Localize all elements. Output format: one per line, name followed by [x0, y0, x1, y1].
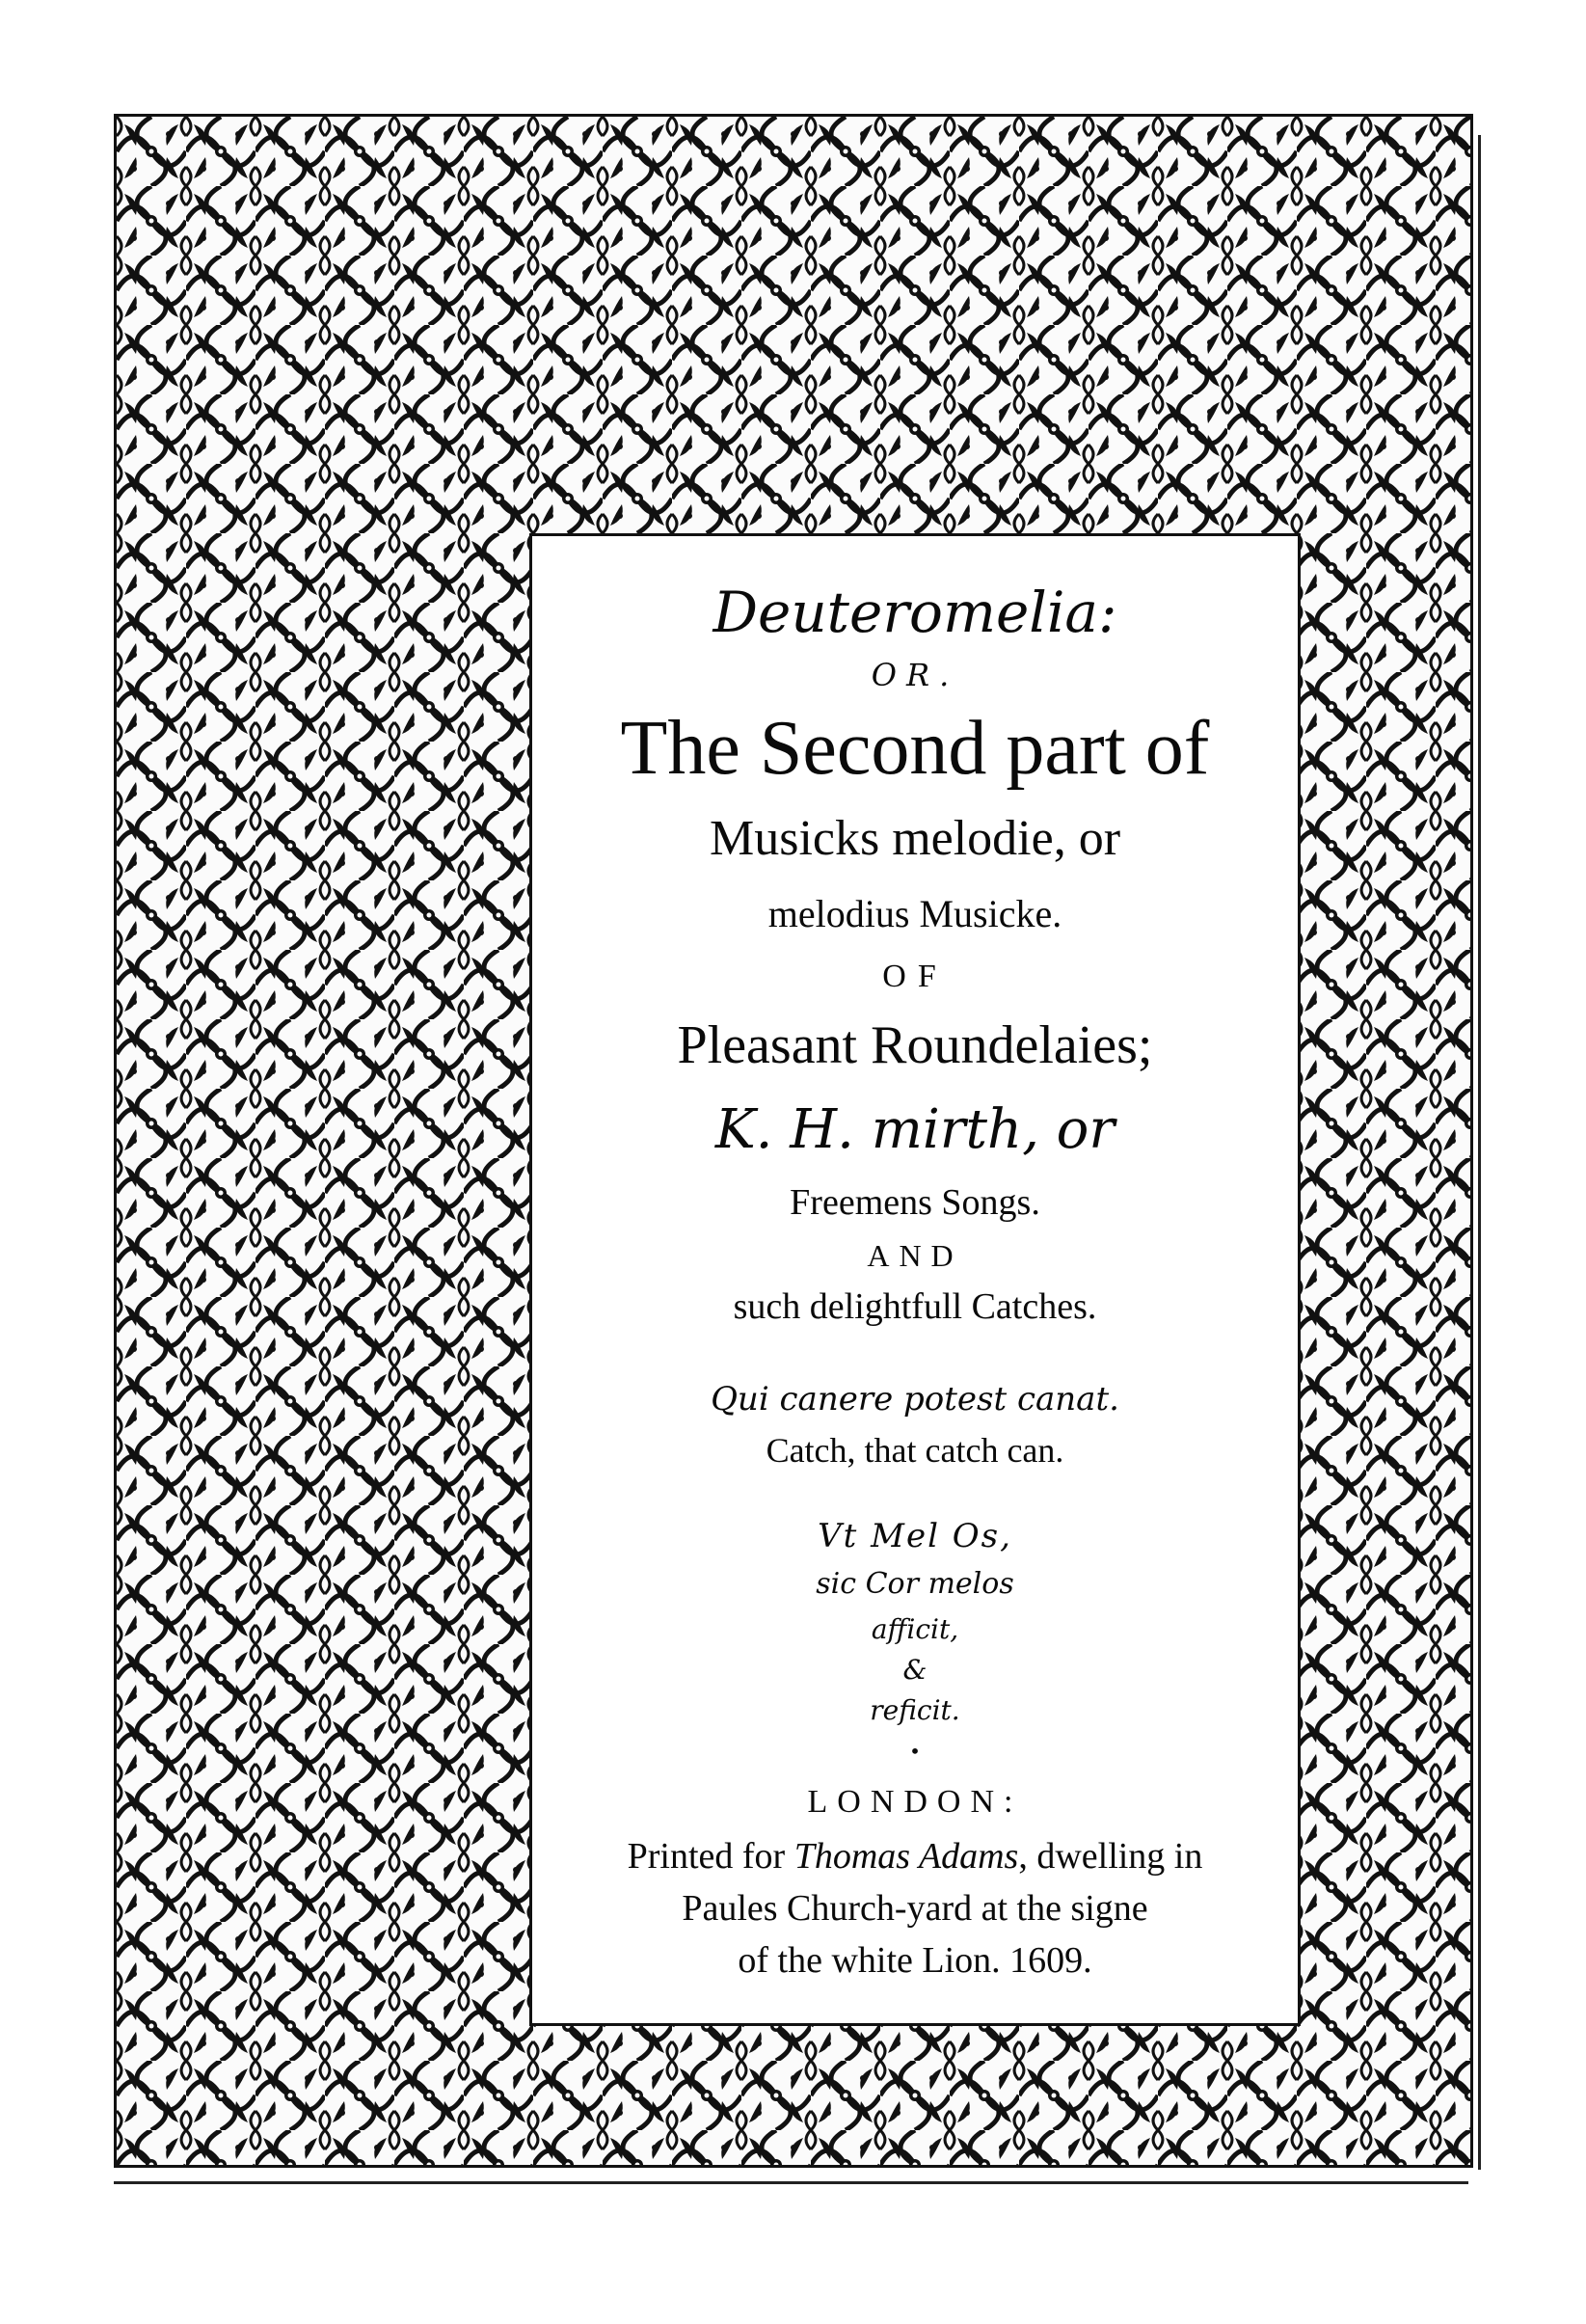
title-text-panel [529, 533, 1301, 2026]
delightfull-catches: such delightfull Catches. [733, 1286, 1097, 1327]
verse-line-3: afficit, [871, 1613, 959, 1645]
ornament-dot: • [909, 1740, 921, 1763]
kh-mirth: K. H. mirth, or [714, 1098, 1116, 1161]
verse-line-2: sic Cor melos [816, 1567, 1014, 1601]
imprint-line-2: Paules Church-yard at the signe [682, 1888, 1148, 1929]
printer-name: Thomas Adams [793, 1836, 1019, 1877]
and-separator: AND [867, 1238, 963, 1273]
book-title: Deuteromelia: [712, 580, 1117, 645]
subtitle-line-3: melodius Musicke. [767, 892, 1062, 935]
or-separator: OR. [871, 657, 959, 693]
of-separator: OF [882, 959, 948, 994]
verse-line-4: & [902, 1654, 927, 1686]
imprint-line-3: of the white Lion. 1609. [738, 1940, 1092, 1981]
english-motto: Catch, that catch can. [766, 1431, 1064, 1470]
latin-motto: Qui canere potest canat. [711, 1380, 1119, 1419]
right-margin-rule [1478, 135, 1481, 2170]
verse-line-1: Vt Mel Os, [818, 1517, 1012, 1555]
verse-line-5: reficit. [870, 1694, 960, 1726]
freemens-songs: Freemens Songs. [790, 1182, 1040, 1223]
bottom-margin-rule [114, 2181, 1468, 2184]
imprint-line-1-prefix: Printed for [627, 1836, 794, 1877]
imprint-line-1-suffix: , dwelling in [1018, 1836, 1203, 1877]
imprint-place: LONDON: [807, 1784, 1023, 1820]
subtitle-line-1: The Second part of [620, 706, 1210, 791]
imprint-line-1 [532, 1838, 1298, 1875]
subtitle-line-2: Musicks melodie, or [709, 811, 1121, 866]
ornamental-border [114, 114, 1473, 2168]
pleasant-roundelaies: Pleasant Roundelaies; [677, 1015, 1153, 1075]
